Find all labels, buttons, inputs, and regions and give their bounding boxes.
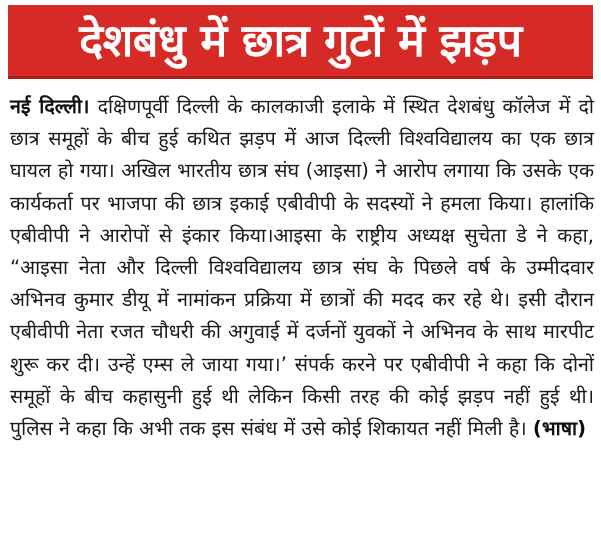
article-body — [10, 91, 594, 445]
news-agency-credit: (भाषा) — [532, 417, 587, 441]
dateline: नई दिल्ली। — [10, 95, 90, 118]
article-text: दक्षिणपूर्वी दिल्ली के कालकाजी इलाके में स्थित देशबंधु कॉलेज में दो छात्र समूहों के बीच हुई कथित झड़प में आज दिल्ली विश्वविद्यालय का एक छात्र घायल हो गया। अखिल भारतीय छात्र संघ (आइसा) ने आरोप लगाया कि उसके एक कार्यकर्ता पर भाजपा की छात्र इकाई एबीवीपी के सदस्यों ने हमला किया। हालांकि एबीवीपी ने आरोपों से इंकार किया।आइसा के राष्ट्रीय अध्यक्ष सुचेता डे ने कहा, “आइसा नेता और दिल्ली विश्वविद्यालय छात्र संघ के पिछले वर्ष के उम्मीदवार अभिनव कुमार डीयू में नामांकन प्रक्रिया में छात्रों की मदद कर रहे थे। इसी दौरान एबीवीपी नेता रजत चौधरी की अगुवाई में दर्जनों युवकों ने अभिनव के साथ मारपीट शुरू कर दी। उन्हें एम्स ले जाया गया।’ संपर्क करने पर एबीवीपी ने कहा कि दोनों समूहों के बीच कहासुनी हुई थी लेकिन किसी तरह की कोई झड़प नहीं हुई थी। पुलिस ने कहा कि अभी तक इस संबंध में उसे कोई शिकायत नहीं मिली है। — [10, 95, 594, 441]
headline: देशबंधु में छात्र गुटों में झड़प — [79, 14, 522, 67]
headline-banner — [8, 5, 593, 79]
